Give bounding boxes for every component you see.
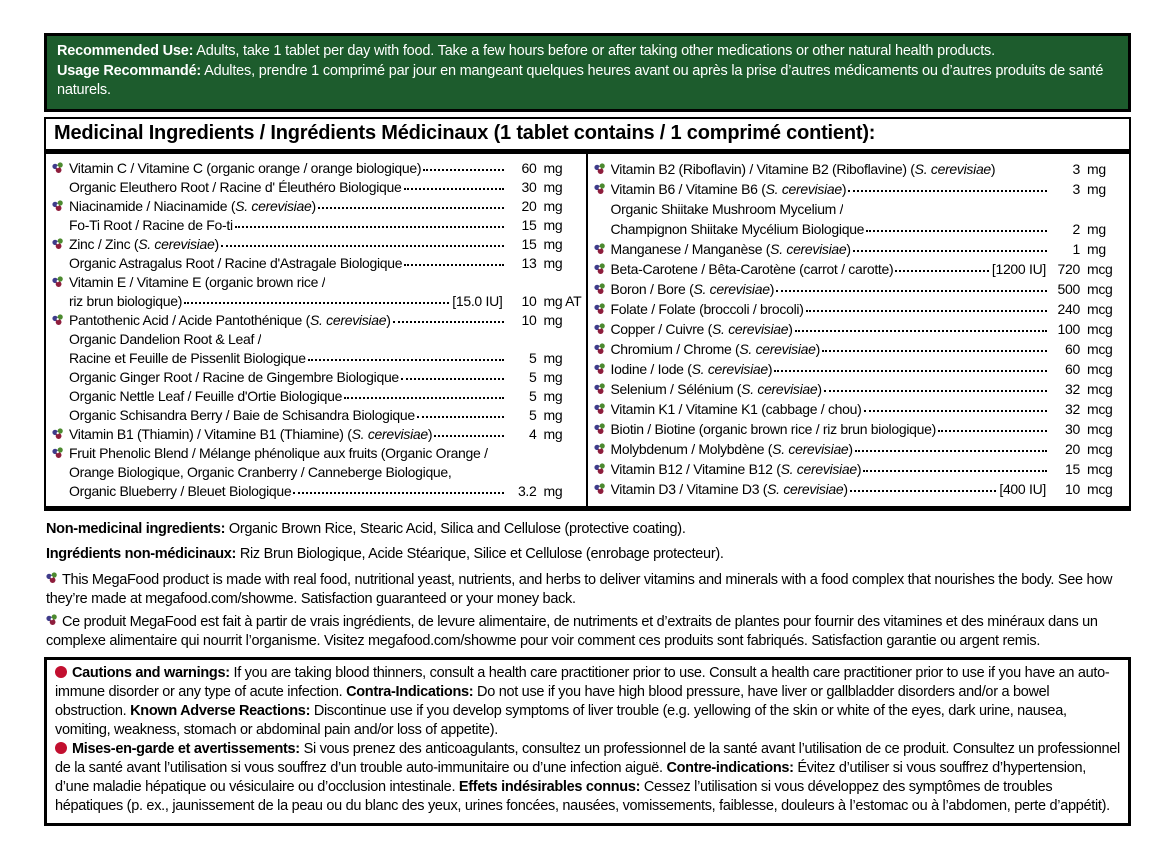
dot-leader (855, 450, 1047, 452)
cautions-box (44, 657, 1131, 826)
food-icon (594, 459, 611, 479)
ingredient-amount: 1 (1072, 240, 1080, 257)
brand-claim-en-text: This MegaFood product is made with real food, nutritional yeast, nutrients, and herbs to deliver vitamins and minerals with a food complex that nourishes the body. See how they’re made at megafood.com/showme. Satisfaction guaranteed or your money back. (46, 571, 1113, 607)
ingredient-row (52, 197, 580, 216)
ingredient-amount: 5 (529, 368, 537, 385)
ingredient-amount: 15 (521, 216, 537, 233)
ingredient-unit: mg (543, 159, 563, 176)
ingredient-row (52, 463, 580, 482)
ingredient-name: Racine et Feuille de Pissenlit Biologique (69, 349, 306, 366)
recommended-use-banner (44, 33, 1131, 112)
ingredient-name: Organic Nettle Leaf / Feuille d'Ortie Biologique (69, 387, 343, 404)
ingredient-amount: 240 (1057, 300, 1080, 317)
ingredient-name: Molybdenum / Molybdène (S. cerevisiae) (610, 440, 853, 457)
ingredient-unit: mcg (1087, 460, 1113, 477)
ingredient-row (594, 459, 1124, 479)
ingredient-unit: mg (543, 235, 563, 252)
ingredient-unit: mg (543, 482, 563, 499)
brand-claim-fr-text: Ce produit MegaFood est fait à partir de vrais ingrédients, de levure alimentaire, de nutriments et d’extraits de plantes pour fournir des vitamines et des minéraux dans un complexe alimentaire qui nourrit l’organisme. Visitez megafood.com/showme pour voir comment ces produits sont fabriqués. Satisfaction garantie ou argent remis. (46, 613, 1098, 649)
ingredient-unit: mcg (1087, 440, 1113, 457)
ingredients-columns (46, 154, 1129, 506)
ingredient-amount: 10 (1065, 480, 1080, 497)
food-icon (594, 319, 611, 339)
cautions-en (55, 664, 1120, 740)
ingredients-column-right (588, 154, 1130, 506)
ingredient-unit: mcg (1087, 360, 1113, 377)
ingredient-unit: mcg (1087, 340, 1113, 357)
dot-leader (393, 321, 504, 323)
ingredient-name: Vitamin B1 (Thiamin) / Vitamine B1 (Thiamine) (S. cerevisiae) (69, 425, 433, 442)
dot-leader (866, 230, 1047, 232)
ingredient-amount: 5 (529, 406, 537, 423)
warning-dot-icon (55, 666, 67, 678)
ingredient-name: Organic Schisandra Berry / Baie de Schisandra Biologique (69, 406, 415, 423)
dot-leader (848, 190, 1047, 192)
dot-leader (806, 310, 1047, 312)
ingredient-row (52, 235, 580, 254)
ingredient-row (594, 279, 1124, 299)
dot-leader (423, 169, 503, 171)
ingredient-row (52, 159, 580, 178)
ingredient-name: Copper / Cuivre (S. cerevisiae) (610, 320, 793, 337)
ingredient-amount: 60 (521, 159, 537, 176)
ingredient-amount: 5 (529, 387, 537, 404)
ingredient-unit: mg (543, 387, 563, 404)
ingredient-amount: 100 (1057, 320, 1080, 337)
ingredient-name: Chromium / Chrome (S. cerevisiae) (610, 340, 821, 357)
ingredient-amount: 30 (521, 178, 537, 195)
ingredient-name: Selenium / Sélénium (S. cerevisiae) (610, 380, 822, 397)
ingredient-row (594, 419, 1124, 439)
ingredient-row (594, 339, 1124, 359)
ingredient-amount: 30 (1065, 420, 1080, 437)
non-medicinal-fr: Ingrédients non-médicinaux: Riz Brun Biologique, Acide Stéarique, Silice et Cellulose (enrobage protecteur). (46, 545, 724, 562)
ingredient-row (52, 368, 580, 387)
ingredient-row (52, 273, 580, 292)
brand-claims-section (46, 571, 1129, 652)
dot-leader (774, 370, 1047, 372)
food-icon (594, 419, 611, 439)
ingredient-unit: mg (543, 311, 563, 328)
ingredient-row (52, 444, 580, 463)
iu-bracket: [400 IU] (999, 480, 1046, 497)
ingredient-row (594, 219, 1124, 239)
non-medicinal-en: Non-medicinal ingredients: Organic Brown Rice, Stearic Acid, Silica and Cellulose (protective coating). (46, 520, 686, 537)
dot-leader (824, 390, 1047, 392)
dot-leader (308, 359, 504, 361)
ingredient-row (594, 359, 1124, 379)
food-icon (594, 479, 611, 499)
iu-bracket: [15.0 IU] (452, 292, 503, 309)
ingredient-amount: 720 (1057, 260, 1080, 277)
ingredient-name: Beta-Carotene / Bêta-Carotène (carrot / carotte) (610, 260, 894, 277)
ingredient-name: Vitamin E / Vitamine E (organic brown rice / (69, 273, 326, 290)
food-icon (594, 179, 611, 199)
ingredient-amount: 60 (1065, 360, 1080, 377)
ingredient-row (594, 259, 1124, 279)
ingredient-row (52, 254, 580, 273)
dot-leader (184, 302, 449, 304)
food-icon (52, 444, 69, 463)
food-icon (594, 239, 611, 259)
ingredient-row (594, 319, 1124, 339)
dot-leader (795, 330, 1047, 332)
ingredient-amount: 32 (1065, 400, 1080, 417)
dot-leader (776, 290, 1047, 292)
ingredient-row (52, 216, 580, 235)
ingredient-unit: mcg (1087, 320, 1113, 337)
ingredient-unit: mg (543, 425, 563, 442)
recommended-use-text: Recommended Use: Adults, take 1 tablet per day with food. Take a few hours before or after taking other medications or other natural health products. Usage Recommandé: Adultes, prendre 1 comprimé par jour en mangeant quelques heures avant ou après la prise d’autres médicaments ou d’autres produits de santé naturels. (57, 43, 1104, 98)
ingredient-name: Vitamin B6 / Vitamine B6 (S. cerevisiae) (610, 180, 847, 197)
ingredient-row (594, 239, 1124, 259)
ingredient-row (52, 292, 580, 311)
ingredient-row (594, 159, 1124, 179)
dot-leader (853, 250, 1047, 252)
ingredient-name: Boron / Bore (S. cerevisiae) (610, 280, 775, 297)
ingredient-amount: 2 (1072, 220, 1080, 237)
food-icon (594, 439, 611, 459)
ingredient-amount: 4 (529, 425, 537, 442)
ingredient-row (52, 425, 580, 444)
ingredient-name: Organic Dandelion Root & Leaf / (69, 330, 262, 347)
ingredient-row (594, 179, 1124, 199)
dot-leader (318, 207, 504, 209)
food-icon (594, 359, 611, 379)
ingredient-unit: mg (1087, 160, 1106, 177)
ingredient-row (52, 349, 580, 368)
food-icon (594, 279, 611, 299)
cautions-fr (55, 740, 1120, 816)
ingredient-name: Niacinamide / Niacinamide (S. cerevisiae) (69, 197, 316, 214)
ingredient-name: Fo-Ti Root / Racine de Fo-ti (69, 216, 233, 233)
dot-leader (401, 378, 504, 380)
food-icon (52, 197, 69, 216)
food-icon (52, 311, 69, 330)
food-icon (46, 613, 62, 633)
ingredient-unit: mg (543, 368, 563, 385)
dot-leader (863, 470, 1047, 472)
ingredient-amount: 500 (1057, 280, 1080, 297)
ingredient-unit: mg (543, 349, 563, 366)
ingredient-amount: 20 (521, 197, 537, 214)
food-icon (594, 259, 611, 279)
food-icon (594, 339, 611, 359)
ingredient-name: Organic Shiitake Mushroom Mycelium / (610, 200, 844, 217)
food-icon (594, 159, 611, 179)
ingredient-row (52, 311, 580, 330)
dot-leader (850, 490, 997, 492)
ingredient-name: Champignon Shiitake Mycélium Biologique (610, 220, 865, 237)
food-icon (52, 425, 69, 444)
ingredient-unit: mg (1087, 240, 1106, 257)
ingredient-name: Folate / Folate (broccoli / brocoli) (610, 300, 804, 317)
non-medicinal-section (46, 520, 1129, 563)
ingredient-name: Vitamin K1 / Vitamine K1 (cabbage / chou) (610, 400, 862, 417)
medicinal-ingredients-header: Medicinal Ingredients / Ingrédients Médicinaux (1 tablet contains / 1 comprimé contient): (46, 119, 1129, 154)
ingredient-unit: mcg (1087, 300, 1113, 317)
dot-leader (864, 410, 1047, 412)
food-icon (46, 571, 62, 591)
ingredient-name: Vitamin D3 / Vitamine D3 (S. cerevisiae) (610, 480, 848, 497)
ingredient-unit: mcg (1087, 400, 1113, 417)
ingredient-name: Fruit Phenolic Blend / Mélange phénolique aux fruits (Organic Orange / (69, 444, 488, 461)
ingredient-amount: 32 (1065, 380, 1080, 397)
food-icon (52, 273, 69, 292)
ingredient-row (52, 482, 580, 501)
ingredient-amount: 10 (521, 292, 537, 309)
ingredient-amount: 15 (1065, 460, 1080, 477)
food-icon (594, 379, 611, 399)
ingredient-row (594, 439, 1124, 459)
ingredient-name: riz brun biologique) (69, 292, 183, 309)
ingredient-row (52, 406, 580, 425)
ingredient-amount: 20 (1065, 440, 1080, 457)
ingredient-amount: 10 (521, 311, 537, 328)
food-icon (52, 235, 69, 254)
ingredient-name: Orange Biologique, Organic Cranberry / Canneberge Biologique, (69, 463, 452, 480)
dot-leader (417, 416, 504, 418)
medicinal-ingredients-panel (44, 117, 1131, 511)
ingredient-unit: mcg (1087, 260, 1113, 277)
dot-leader (895, 270, 989, 272)
ingredient-name: Manganese / Manganèse (S. cerevisiae) (610, 240, 851, 257)
dot-leader (344, 397, 503, 399)
ingredient-name: Vitamin C / Vitamine C (organic orange / orange biologique) (69, 159, 422, 176)
ingredient-row (594, 299, 1124, 319)
ingredient-name: Pantothenic Acid / Acide Pantothénique (S. cerevisiae) (69, 311, 391, 328)
dot-leader (404, 188, 504, 190)
ingredients-column-left (46, 154, 588, 506)
ingredient-amount: 3 (1072, 160, 1080, 177)
ingredient-amount: 3.2 (517, 482, 537, 499)
ingredient-name: Biotin / Biotine (organic brown rice / riz brun biologique) (610, 420, 936, 437)
ingredient-unit: mg (543, 216, 563, 233)
ingredient-row (52, 387, 580, 406)
ingredient-unit: mg (1087, 180, 1106, 197)
dot-leader (221, 245, 504, 247)
dot-leader (822, 350, 1047, 352)
ingredient-name: Organic Astragalus Root / Racine d'Astragale Biologique (69, 254, 403, 271)
food-icon (594, 399, 611, 419)
ingredient-amount: 13 (521, 254, 537, 271)
ingredient-name: Zinc / Zinc (S. cerevisiae) (69, 235, 219, 252)
ingredient-name: Organic Ginger Root / Racine de Gingembre Biologique (69, 368, 399, 385)
ingredient-unit: mcg (1087, 480, 1113, 497)
ingredient-row (594, 379, 1124, 399)
ingredient-amount: 15 (521, 235, 537, 252)
dot-leader (293, 492, 503, 494)
ingredient-name: Iodine / Iode (S. cerevisiae) (610, 360, 773, 377)
ingredient-unit: mg (543, 197, 563, 214)
dot-leader (404, 264, 503, 266)
ingredient-unit: mcg (1087, 380, 1113, 397)
dot-leader (938, 430, 1047, 432)
cautions-fr-text: Mises-en-garde et avertissements: Si vous prenez des anticoagulants, consultez un professionnel de la santé avant l’utilisation de ce produit. Consultez un professionnel de la santé avant l’utilisation si vous souffrez d’un trouble auto-immunitaire ou d’une infection aiguë. Contre-indications: Évitez d’utiliser si vous souffrez d’hypertension, d’une maladie hépatique ou vésiculaire ou d’occlusion intestinale. Effets indésirables connus: Cessez l’utilisation si vous développez des symptômes de troubles hépatiques (p. ex., jaunissement de la peau ou du blanc des yeux, urines foncées, nausées, vomissements, faiblesse, douleurs à l’estomac ou à l’abdomen, perte d’appétit). (55, 740, 1120, 814)
ingredient-row (594, 399, 1124, 419)
ingredient-row (52, 178, 580, 197)
dot-leader (434, 435, 503, 437)
ingredient-row (594, 479, 1124, 499)
ingredient-name: Vitamin B12 / Vitamine B12 (S. cerevisiae) (610, 460, 862, 477)
ingredient-name: Organic Blueberry / Bleuet Biologique (69, 482, 292, 499)
ingredient-name: Vitamin B2 (Riboflavin) / Vitamine B2 (Riboflavine) (S. cerevisiae) (610, 160, 996, 177)
ingredient-unit: mg (543, 254, 563, 271)
brand-claim-fr (46, 613, 1129, 652)
food-icon (52, 159, 69, 178)
dot-leader (235, 226, 504, 228)
ingredient-unit: mcg (1087, 280, 1113, 297)
ingredient-amount: 5 (529, 349, 537, 366)
ingredient-row (594, 199, 1124, 219)
ingredient-name: Organic Eleuthero Root / Racine d' Éleuthéro Biologique (69, 178, 402, 195)
iu-bracket: [1200 IU] (991, 260, 1046, 277)
brand-claim-en (46, 571, 1129, 610)
ingredient-amount: 60 (1065, 340, 1080, 357)
ingredient-unit: mg (543, 406, 563, 423)
ingredient-unit: mg (543, 178, 563, 195)
ingredient-unit: mg (1087, 220, 1106, 237)
warning-dot-icon (55, 742, 67, 754)
ingredient-unit: mcg (1087, 420, 1113, 437)
ingredient-amount: 3 (1072, 180, 1080, 197)
ingredient-unit: mg AT (543, 292, 582, 309)
cautions-en-text: Cautions and warnings: If you are taking blood thinners, consult a health care practitioner prior to use. Consult a health care practitioner prior to use if you have an auto-immune disorder or any type of acute infection. Contra-Indications: Do not use if you have high blood pressure, have liver or gallbladder disorders and/or a bowel obstruction. Known Adverse Reactions: Discontinue use if you develop symptoms of liver trouble (e.g. yellowing of the skin or white of the eyes, dark urine, nausea, vomiting, weakness, stomach or abdominal pain and/or loss of appetite). (55, 664, 1110, 738)
ingredient-row (52, 330, 580, 349)
food-icon (594, 299, 611, 319)
